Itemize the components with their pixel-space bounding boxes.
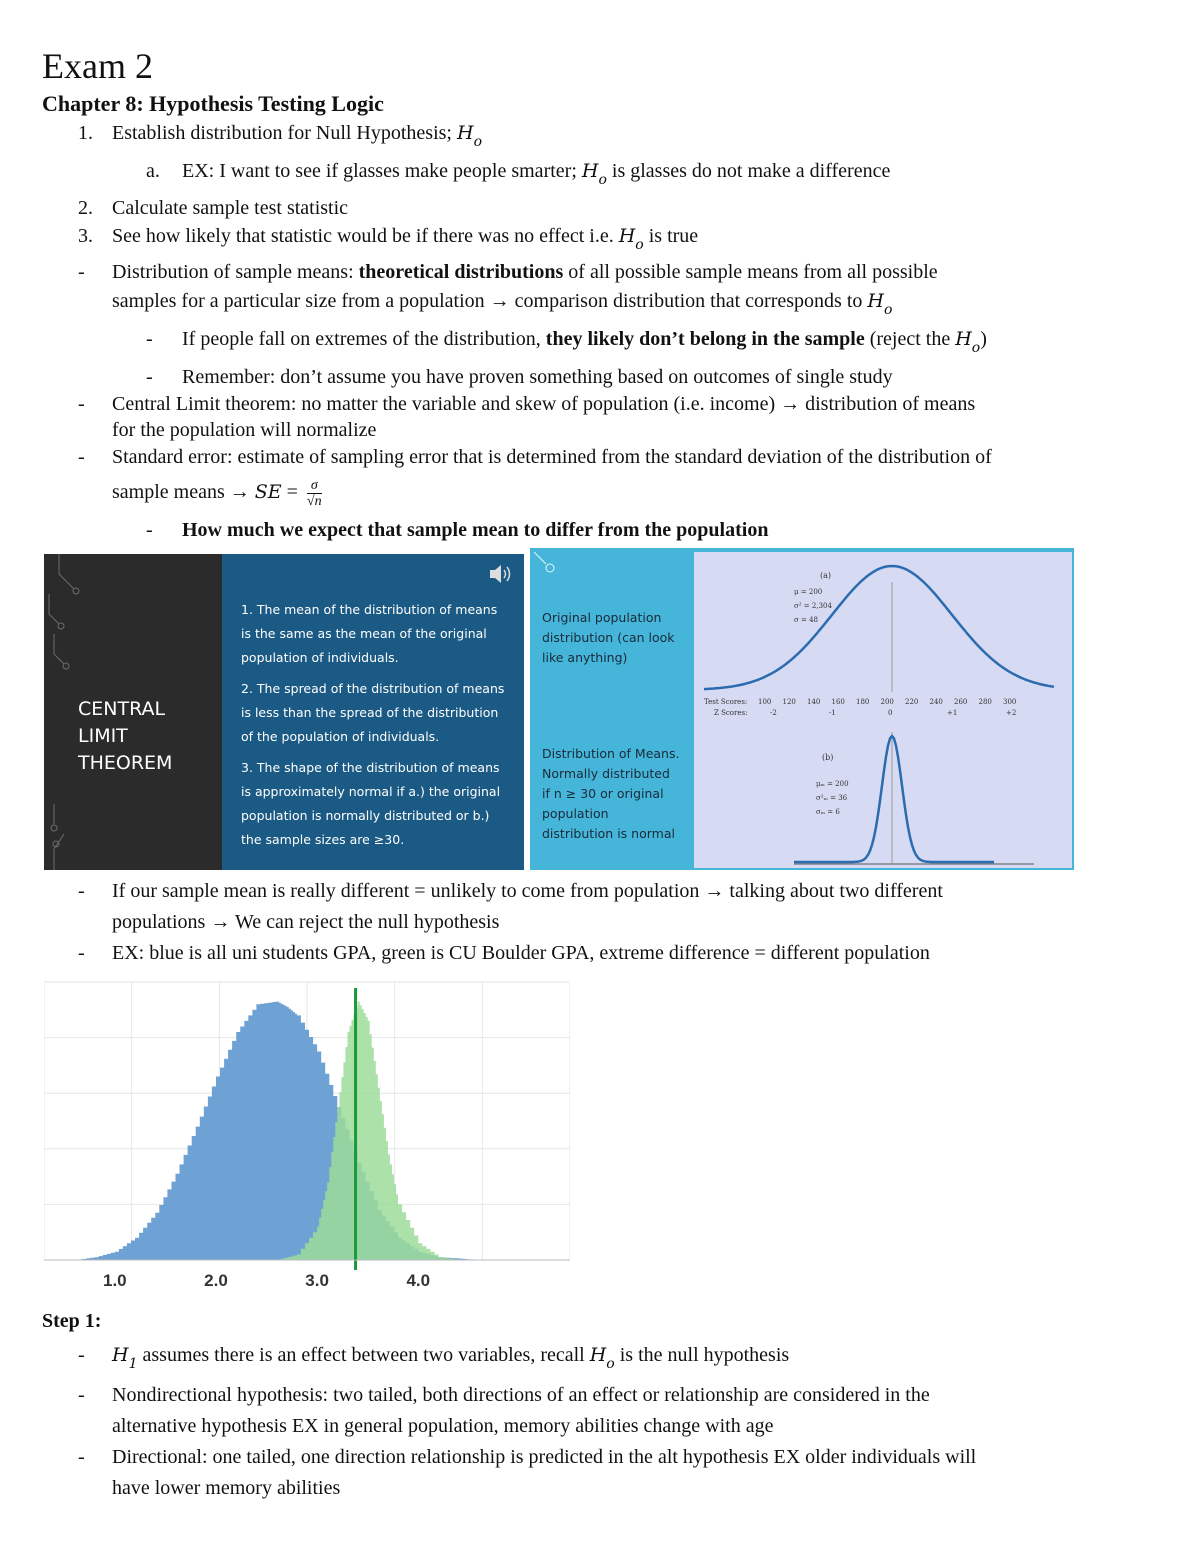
- bullet-text-tail: of all possible sample means from all possible: [563, 261, 938, 283]
- x-tick-labels: [103, 1271, 430, 1290]
- equals-sign: =: [286, 481, 298, 504]
- x-tick-label: 2.0: [204, 1271, 228, 1290]
- fraction-numerator: σ: [307, 478, 322, 494]
- z-score-tick: +1: [947, 709, 958, 717]
- bullet-dash: -: [78, 1446, 85, 1468]
- bullet-clt-cont: for the population will normalize: [112, 419, 377, 441]
- sub-label: a.: [146, 160, 160, 182]
- slide-title-line: THEOREM: [78, 752, 173, 774]
- bullet-text: If our sample mean is really different = unlikely to come from population → talking about two different: [112, 880, 943, 902]
- se-symbol: SE: [254, 481, 282, 504]
- se-fraction: [307, 478, 322, 509]
- gpa-histogram-chart: [44, 968, 570, 1298]
- z-score-tick: +2: [1006, 709, 1017, 717]
- test-score-tick: 200: [880, 698, 894, 706]
- test-score-tick: 140: [807, 698, 821, 706]
- x-tick-label: 1.0: [102, 1271, 127, 1290]
- bullet-nondirectional-cont: alternative hypothesis EX in general population, memory abilities change with age: [112, 1415, 774, 1437]
- test-score-ticks: [758, 698, 1016, 706]
- bullet-text: Remember: don’t assume you have proven something based on outcomes of single study: [182, 366, 893, 388]
- bullet-dash: -: [78, 880, 85, 902]
- bullet-different-cont: populations → We can reject the null hypothesis: [112, 911, 500, 933]
- slide-point-2: 2. The spread of the distribution of means is less than the spread of the distribution of the population of individuals.: [241, 681, 505, 744]
- slide-title-line: LIMIT: [78, 725, 128, 747]
- step-number: 2.: [78, 197, 93, 219]
- step-text-tail: is true: [648, 225, 699, 247]
- bullet-se-meaning: [146, 517, 769, 543]
- bullet-nondirectional: [78, 1382, 930, 1408]
- step-text: Calculate sample test statistic: [112, 197, 349, 219]
- bullet-dash: -: [78, 446, 85, 468]
- z-score-tick: 0: [888, 709, 893, 717]
- test-score-tick: 160: [831, 698, 845, 706]
- test-score-tick: 260: [954, 698, 968, 706]
- bullet-dash: -: [78, 1384, 85, 1406]
- bullet-standard-error: [78, 444, 992, 470]
- bullet-text: samples for a particular size from a population → comparison distribution that corresponds to: [112, 290, 863, 312]
- null-hypothesis-symbol: $H_o$: [589, 1344, 615, 1372]
- series-all-students-area: [74, 1002, 479, 1261]
- normal-curves-diagram: [694, 552, 1072, 868]
- bullet-text: Nondirectional hypothesis: two tailed, both directions of an effect or relationship are considered in the: [112, 1384, 930, 1406]
- page-title: Exam 2: [42, 46, 153, 86]
- null-hypothesis-symbol: $H_o$: [618, 225, 644, 253]
- bullet-h1: [78, 1342, 790, 1372]
- alt-hypothesis-symbol: $H_1$: [112, 1344, 138, 1372]
- z-score-tick: -1: [829, 709, 836, 717]
- panel-b-stat: μₘ = 200: [816, 780, 849, 788]
- test-score-tick: 180: [856, 698, 870, 706]
- bullet-ex-gpa: [78, 940, 930, 966]
- panel-a-tag: (a): [820, 571, 832, 580]
- chapter-heading: Chapter 8: Hypothesis Testing Logic: [42, 91, 384, 116]
- x-tick-label: 3.0: [305, 1271, 329, 1290]
- test-score-tick: 220: [905, 698, 919, 706]
- bullet-distribution-means-cont: [112, 288, 892, 323]
- slide-title: [78, 696, 172, 777]
- bullet-remember: [146, 364, 893, 390]
- z-scores-label: Z Scores:: [714, 709, 748, 717]
- gpa-histogram-svg: [44, 968, 570, 1298]
- panel-b-tag: (b): [822, 753, 834, 762]
- x-tick-label: 4.0: [406, 1271, 431, 1290]
- bullet-different: [78, 878, 943, 904]
- standard-error-formula-line: [112, 478, 322, 509]
- bullet-bold: theoretical distributions: [358, 261, 564, 283]
- bullet-dash: -: [78, 261, 85, 283]
- slide-title-line: CENTRAL: [78, 698, 166, 720]
- test-score-tick: 240: [929, 698, 943, 706]
- null-hypothesis-symbol: $H_o$: [867, 290, 893, 318]
- fraction-denominator: √n: [306, 494, 322, 509]
- bullet-dash: -: [146, 519, 153, 541]
- original-population-label: Original population distribution (can look like anything): [542, 610, 675, 665]
- step-text: Establish distribution for Null Hypothesis;: [112, 122, 452, 144]
- bullet-bold: they likely don’t belong in the sample: [545, 328, 865, 350]
- bullet-dash: -: [78, 1344, 85, 1366]
- panel-b-stat: σ²ₘ = 36: [816, 794, 848, 802]
- bullet-dash: -: [146, 366, 153, 388]
- bullet-dash: -: [146, 328, 153, 350]
- bullet-bold: How much we expect that sample mean to differ from the population: [182, 519, 769, 541]
- panel-a-stat: σ² = 2,304: [794, 602, 832, 610]
- test-score-tick: 300: [1003, 698, 1017, 706]
- slide-point-1: 1. The mean of the distribution of means is the same as the mean of the original population of individuals.: [241, 602, 498, 665]
- step-number: 3.: [78, 225, 93, 247]
- bullet-text-tail: (reject the: [864, 328, 951, 350]
- speaker-icon: [488, 562, 514, 586]
- distribution-diagram: [694, 552, 1072, 868]
- panel-a-stat: μ = 200: [794, 588, 823, 596]
- test-scores-label: Test Scores:: [704, 698, 748, 706]
- population-curve: [704, 566, 1054, 689]
- sub-text-tail: is glasses do not make a difference: [611, 160, 891, 182]
- bullet-clt: [78, 391, 976, 417]
- slide-point-3: 3. The shape of the distribution of means is approximately normal if a.) the original population is normally distributed or b.) the sample sizes are ≥30.: [241, 760, 501, 847]
- null-hypothesis-symbol: $H_o$: [457, 122, 483, 150]
- bullet-directional-cont: have lower memory abilities: [112, 1477, 341, 1499]
- distribution-of-means-label: Distribution of Means. Normally distributed if n ≥ 30 or original population distribution is normal: [542, 746, 680, 841]
- z-score-tick: -2: [770, 709, 777, 717]
- sub-text: EX: I want to see if glasses make people smarter;: [182, 160, 577, 182]
- test-score-tick: 280: [978, 698, 992, 706]
- panel-b-stat: σₘ = 6: [816, 808, 840, 816]
- null-hypothesis-symbol: $H_o$: [581, 160, 607, 188]
- distribution-slide-image: [530, 548, 1074, 870]
- bullet-directional: [78, 1444, 977, 1470]
- null-hypothesis-symbol: $H_o$: [955, 328, 981, 356]
- bullet-text: Distribution of sample means:: [112, 261, 359, 283]
- bullet-text: sample means →: [112, 481, 250, 504]
- bullet-text: If people fall on extremes of the distribution,: [182, 328, 546, 350]
- step-1: [78, 120, 483, 150]
- clt-slide-image: [44, 554, 524, 870]
- bullet-text: assumes there is an effect between two variables, recall: [142, 1344, 585, 1366]
- bullet-extremes: - If people fall on extremes of the distribution, they likely don’t belong in the sample (reject the $H_o$): [146, 328, 987, 356]
- step-1a: [146, 158, 891, 188]
- test-score-tick: 120: [782, 698, 796, 706]
- bullet-text: EX: blue is all uni students GPA, green is CU Boulder GPA, extreme difference = different population: [112, 942, 930, 964]
- step-text: See how likely that statistic would be if there was no effect i.e.: [112, 225, 614, 247]
- step-number: 1.: [78, 122, 93, 144]
- circuit-decoration-icon: [534, 552, 564, 582]
- step-1-heading: Step 1:: [42, 1310, 102, 1332]
- step-2: [78, 195, 349, 221]
- step-3: [78, 223, 699, 253]
- panel-a-stat: σ = 48: [794, 616, 819, 624]
- bullet-text: Standard error: estimate of sampling error that is determined from the standard deviation of the distribution of: [112, 446, 992, 468]
- z-score-ticks: [770, 709, 1016, 717]
- bullet-text: Central Limit theorem: no matter the variable and skew of population (i.e. income) → distribution of means: [112, 393, 976, 415]
- bullet-text-tail: is the null hypothesis: [619, 1344, 790, 1366]
- slide-dark-panel: [44, 554, 222, 870]
- bullet-distribution-means: [78, 259, 938, 285]
- bullet-text: Directional: one tailed, one direction relationship is predicted in the alt hypothesis EX older individuals will: [112, 1446, 977, 1468]
- bullet-dash: -: [78, 942, 85, 964]
- bullet-dash: -: [78, 393, 85, 415]
- test-score-tick: 100: [758, 698, 772, 706]
